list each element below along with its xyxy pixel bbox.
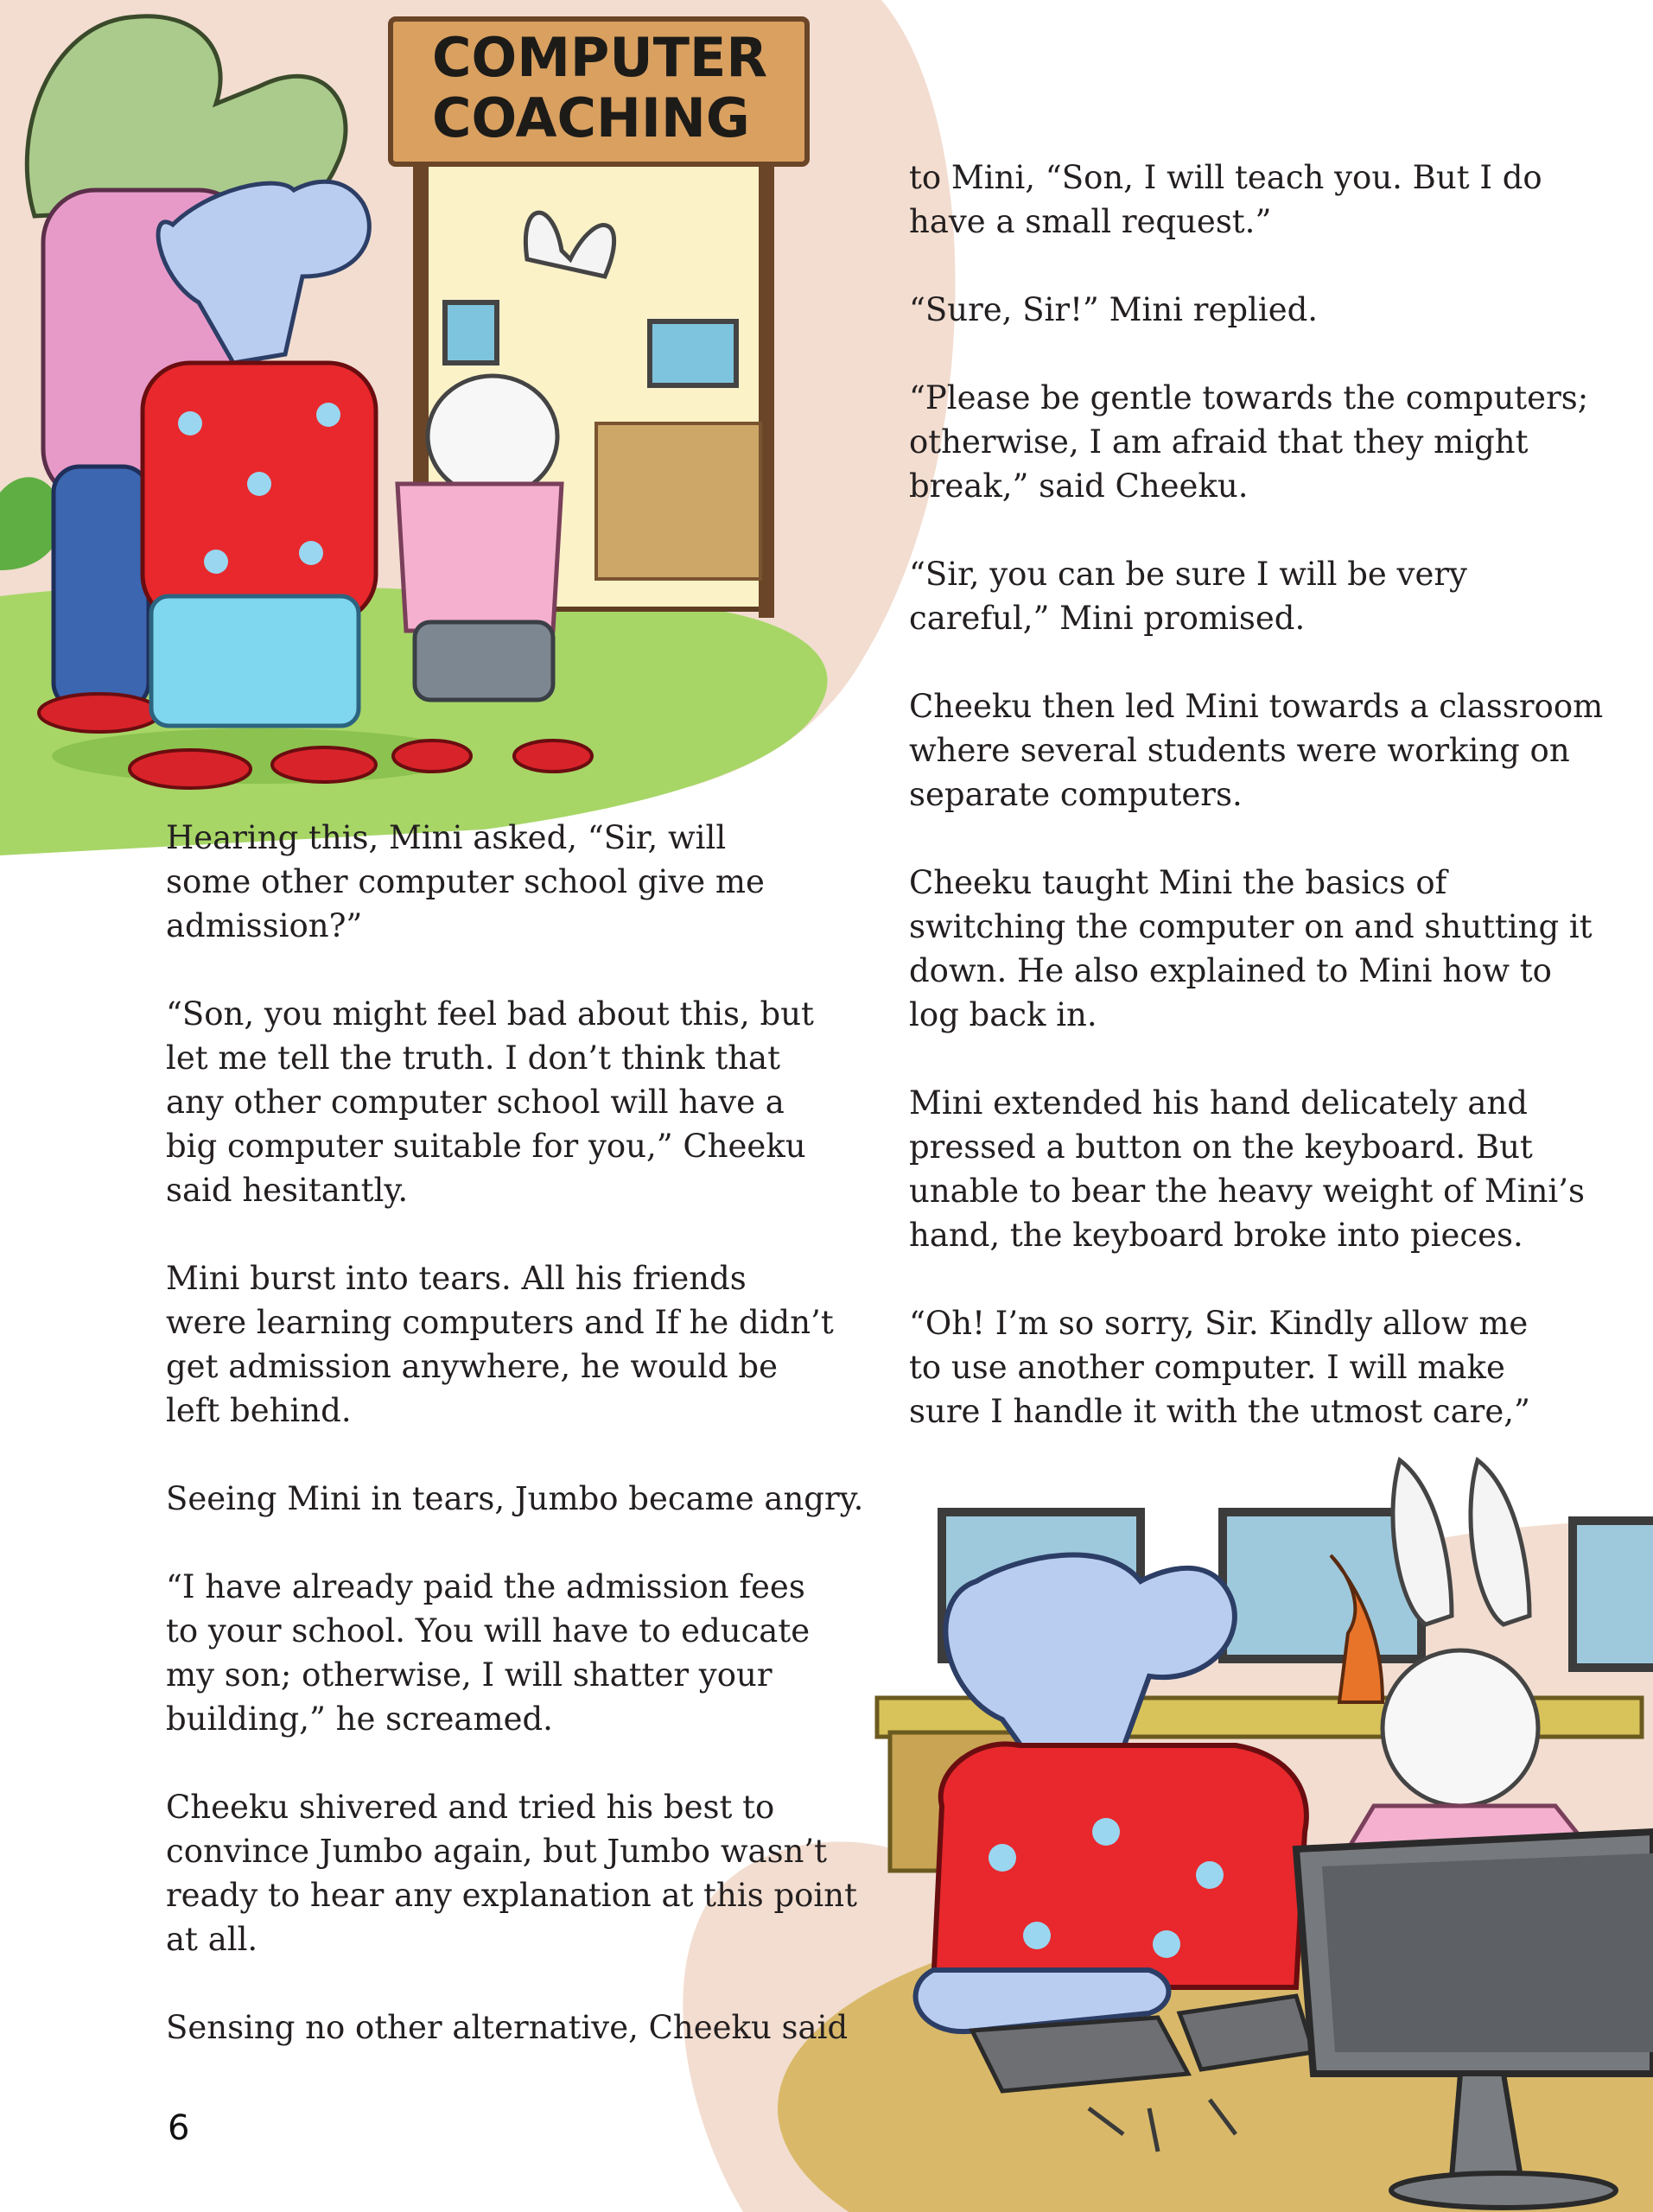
text-line: “Oh! I’m so sorry, Sir. Kindly allow me	[909, 1305, 1529, 1342]
sign-line-2: COACHING	[432, 86, 750, 149]
paragraph	[909, 861, 1618, 1037]
text-line: ready to hear any explanation at this point	[166, 1877, 857, 1914]
paragraph	[909, 684, 1618, 817]
paragraph	[166, 1785, 857, 1961]
text-line: my son; otherwise, I will shatter your	[166, 1656, 772, 1694]
text-line: Cheeku taught Mini the basics of	[909, 864, 1447, 901]
paragraph	[166, 816, 857, 948]
paragraph	[909, 376, 1618, 508]
text-line: “Sure, Sir!” Mini replied.	[909, 291, 1319, 328]
text-line: to your school. You will have to educate	[166, 1612, 811, 1649]
text-line: unable to bear the heavy weight of Mini’s	[909, 1173, 1586, 1210]
text-line: Sensing no other alternative, Cheeku said	[166, 2009, 849, 2046]
paragraph	[166, 1477, 864, 1521]
text-line: down. He also explained to Mini how to	[909, 952, 1552, 989]
text-line: Cheeku shivered and tried his best to	[166, 1789, 775, 1826]
paragraph	[166, 1565, 857, 1741]
text-line: switching the computer on and shutting it	[909, 908, 1593, 945]
text-line: log back in.	[909, 996, 1097, 1033]
text-line: Mini burst into tears. All his friends	[166, 1260, 747, 1297]
sign-line-1: COMPUTER	[432, 26, 768, 89]
text-line: admission?”	[166, 907, 363, 944]
text-line: some other computer school give me	[166, 863, 765, 900]
text-line: “Son, you might feel bad about this, but	[166, 995, 814, 1033]
text-line: at all.	[166, 1921, 258, 1958]
text-line: Seeing Mini in tears, Jumbo became angry.	[166, 1480, 864, 1517]
text-line: convince Jumbo again, but Jumbo wasn’t	[166, 1833, 828, 1870]
text-line: Mini extended his hand delicately and	[909, 1084, 1528, 1122]
paragraph	[909, 156, 1618, 244]
paragraph	[909, 552, 1618, 640]
text-line: “Sir, you can be sure I will be very	[909, 556, 1467, 593]
page-number: 6	[168, 2108, 190, 2148]
text-line: Hearing this, Mini asked, “Sir, will	[166, 819, 727, 856]
text-line: left behind.	[166, 1392, 352, 1429]
text-line: careful,” Mini promised.	[909, 600, 1306, 637]
text-line: “I have already paid the admission fees	[166, 1568, 805, 1605]
paragraph	[909, 1081, 1618, 1257]
text-line: to use another computer. I will make	[909, 1349, 1505, 1386]
right-column	[909, 156, 1618, 1433]
text-line: break,” said Cheeku.	[909, 467, 1249, 505]
text-line: to Mini, “Son, I will teach you. But I do	[909, 159, 1542, 196]
monitor-icon	[1573, 1521, 1653, 1668]
text-line: were learning computers and If he didn’t	[166, 1304, 834, 1341]
left-column	[166, 816, 864, 2050]
text-line: let me tell the truth. I don’t think that	[166, 1039, 780, 1077]
text-line: get admission anywhere, he would be	[166, 1348, 778, 1385]
text-line: big computer suitable for you,” Cheeku	[166, 1128, 806, 1165]
text-line: pressed a button on the keyboard. But	[909, 1128, 1533, 1166]
paragraph	[166, 2005, 857, 2050]
text-line: have a small request.”	[909, 203, 1272, 240]
text-line: building,” he screamed.	[166, 1700, 553, 1738]
text-line: said hesitantly.	[166, 1172, 409, 1209]
text-line: Cheeku then led Mini towards a classroom	[909, 688, 1604, 725]
paragraph	[166, 1256, 857, 1433]
paragraph	[166, 992, 857, 1212]
text-line: any other computer school will have a	[166, 1084, 785, 1121]
paragraph	[909, 1301, 1618, 1433]
text-line: otherwise, I am afraid that they might	[909, 423, 1529, 461]
paragraph	[909, 288, 1618, 332]
text-line: hand, the keyboard broke into pieces.	[909, 1217, 1523, 1254]
text-line: sure I handle it with the utmost care,”	[909, 1393, 1530, 1430]
text-line: separate computers.	[909, 776, 1243, 813]
text-line: where several students were working on	[909, 732, 1570, 769]
text-line: “Please be gentle towards the computers;	[909, 379, 1589, 416]
